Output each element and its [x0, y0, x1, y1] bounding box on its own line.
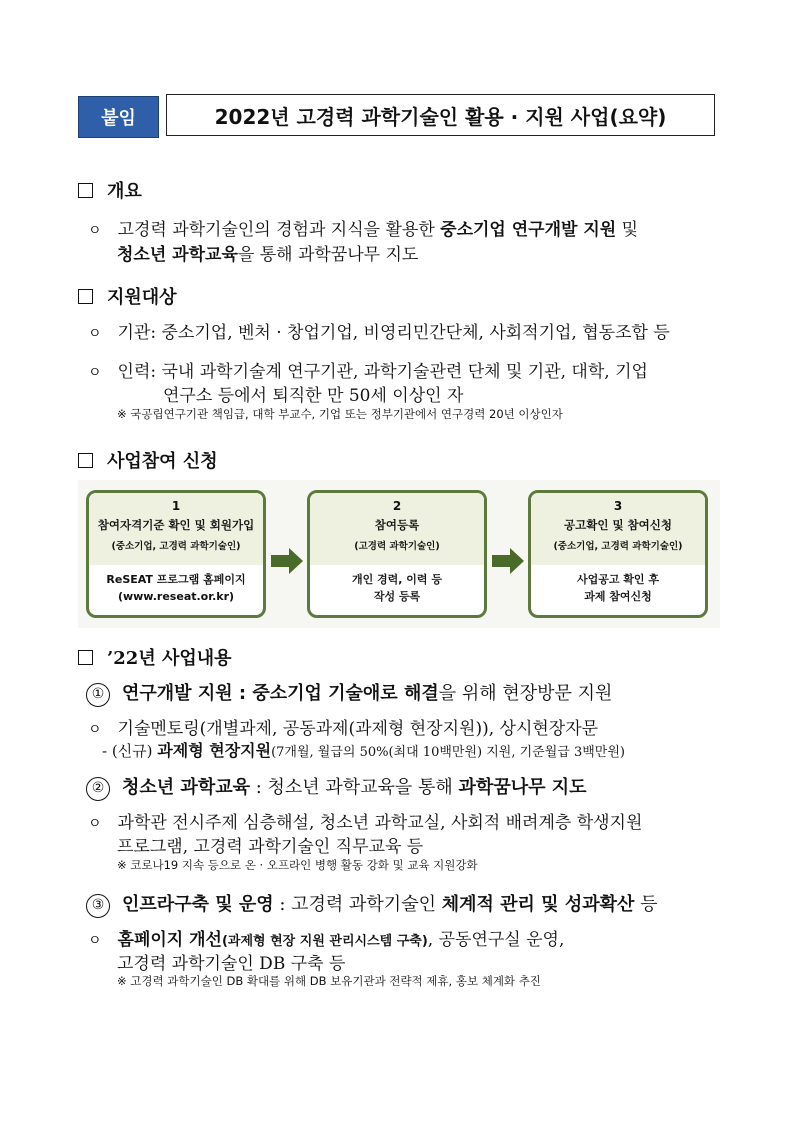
section-targets-heading [78, 283, 177, 309]
bold-text: 청소년 과학교육 [122, 777, 250, 798]
page-title: 2022년 고경력 과학기술인 활용 · 지원 사업(요약) [166, 94, 715, 136]
circle-bullet-icon: ㅇ [88, 223, 102, 239]
checkbox-square-icon [78, 183, 93, 198]
content-item-1 [86, 679, 612, 707]
text: 등 [634, 894, 658, 915]
arrow-right-icon [271, 548, 303, 574]
targets-note: ※ 국공립연구기관 책임급, 대학 부교수, 기업 또는 정부기관에서 연구경력 20년 이상인자 [117, 407, 563, 421]
text: 및 [616, 220, 639, 240]
section-apply-heading [78, 447, 218, 473]
targets-person-cont: 연구소 등에서 퇴직한 만 50세 이상인 자 [163, 386, 464, 406]
item1-sub [102, 738, 625, 761]
process-step-3 [528, 490, 708, 618]
step-title: 참여등록 [374, 518, 420, 532]
section-overview-heading [78, 177, 142, 203]
bold-text: 과학꿈나무 지도 [458, 777, 587, 798]
circle-bullet-icon: ㅇ [88, 326, 102, 342]
bold-text: 홈페이지 개선 [117, 930, 222, 950]
step-title: 참여자격기준 확인 및 회원가입 [97, 518, 255, 532]
content-item-2 [86, 773, 587, 801]
targets-person [88, 357, 648, 382]
item2-bullet-cont: 프로그램, 고경력 과학기술인 직무교육 등 [117, 837, 424, 857]
overview-bullet [88, 215, 638, 240]
text: 기술멘토링(개별과제, 공동과제(과제형 현장지원)), 상시현장자문 [117, 719, 599, 739]
heading-text: 사업참여 신청 [107, 451, 218, 472]
text: 기관: 중소기업, 벤처 · 창업기업, 비영리민간단체, 사회적기업, 협동조합 등 [117, 323, 670, 343]
targets-org [88, 318, 670, 343]
section-content-heading [78, 644, 232, 670]
step-desc: 개인 경력, 이력 등 [351, 573, 443, 586]
item3-note: ※ 고경력 과학기술인 DB 확대를 위해 DB 보유기관과 전략적 제휴, 홍보 체계화 추진 [117, 974, 541, 988]
bold-text: 청소년 과학교육 [117, 245, 238, 265]
content-item-3 [86, 890, 658, 918]
step-desc: (www.reseat.or.kr) [117, 590, 235, 603]
step-subtitle: (고경력 과학기술인) [354, 541, 440, 552]
text: 을 위해 현장방문 지원 [438, 683, 613, 704]
text: 과학관 전시주제 심층해설, 청소년 과학교실, 사회적 배려계층 학생지원 [117, 813, 643, 833]
heading-text: 지원대상 [107, 287, 177, 308]
step-number: 2 [392, 499, 402, 513]
number-circle-icon: ① [86, 683, 110, 707]
checkbox-square-icon [78, 289, 93, 304]
attachment-badge: 붙임 [78, 96, 159, 138]
heading-text: ’22년 사업내용 [107, 648, 232, 669]
checkbox-square-icon [78, 453, 93, 468]
bold-text: 체계적 관리 및 성과확산 [441, 894, 635, 915]
step-number: 1 [171, 499, 181, 513]
text: 고경력 과학기술인의 경험과 지식을 활용한 [117, 220, 441, 240]
step-subtitle: (중소기업, 고경력 과학기술인) [553, 541, 683, 552]
bold-text: 연구개발 지원 : 중소기업 기술애로 해결 [122, 683, 439, 704]
checkbox-square-icon [78, 650, 93, 665]
item3-bullet-cont: 고경력 과학기술인 DB 구축 등 [117, 954, 346, 974]
number-circle-icon: ② [86, 777, 110, 801]
bold-text: 인프라구축 및 운영 [122, 894, 274, 915]
text: (7개월, 월급의 50%(최대 10백만원) 지원, 기준월급 3백만원) [271, 745, 625, 760]
number-circle-icon: ③ [86, 894, 110, 918]
text: : 청소년 과학교육을 통해 [249, 777, 459, 798]
overview-bullet-cont [117, 240, 418, 265]
item2-note: ※ 코로나19 지속 등으로 온 · 오프라인 병행 활동 강화 및 교육 지원강화 [117, 858, 478, 872]
text: - (신규) [102, 742, 158, 760]
item2-bullet [88, 808, 642, 833]
heading-text: 개요 [107, 181, 142, 202]
text: : 고경력 과학기술인 [273, 894, 442, 915]
step-desc: ReSEAT 프로그램 홈페이지 [106, 573, 246, 586]
text: , 공동연구실 운영, [427, 930, 565, 950]
step-subtitle: (중소기업, 고경력 과학기술인) [111, 541, 241, 552]
circle-bullet-icon: ㅇ [88, 933, 102, 949]
text: 을 통해 과학꿈나무 지도 [237, 245, 419, 265]
circle-bullet-icon: ㅇ [88, 722, 102, 738]
item1-bullet [88, 714, 598, 739]
circle-bullet-icon: ㅇ [88, 816, 102, 832]
step-desc: 과제 참여신청 [584, 590, 652, 603]
process-step-2 [307, 490, 487, 618]
circle-bullet-icon: ㅇ [88, 365, 102, 381]
bold-text: (과제형 현장 지원 관리시스템 구축) [221, 934, 428, 949]
step-desc: 작성 등록 [373, 590, 421, 603]
bold-text: 과제형 현장지원 [157, 741, 272, 760]
process-step-1 [86, 490, 266, 618]
step-number: 3 [613, 499, 623, 513]
step-title: 공고확인 및 참여신청 [564, 518, 672, 532]
arrow-right-icon [492, 548, 524, 574]
item3-bullet [88, 925, 564, 950]
text: 인력: 국내 과학기술계 연구기관, 과학기술관련 단체 및 기관, 대학, 기업 [117, 362, 648, 382]
step-desc: 사업공고 확인 후 [576, 573, 660, 586]
bold-text: 중소기업 연구개발 지원 [440, 220, 617, 240]
